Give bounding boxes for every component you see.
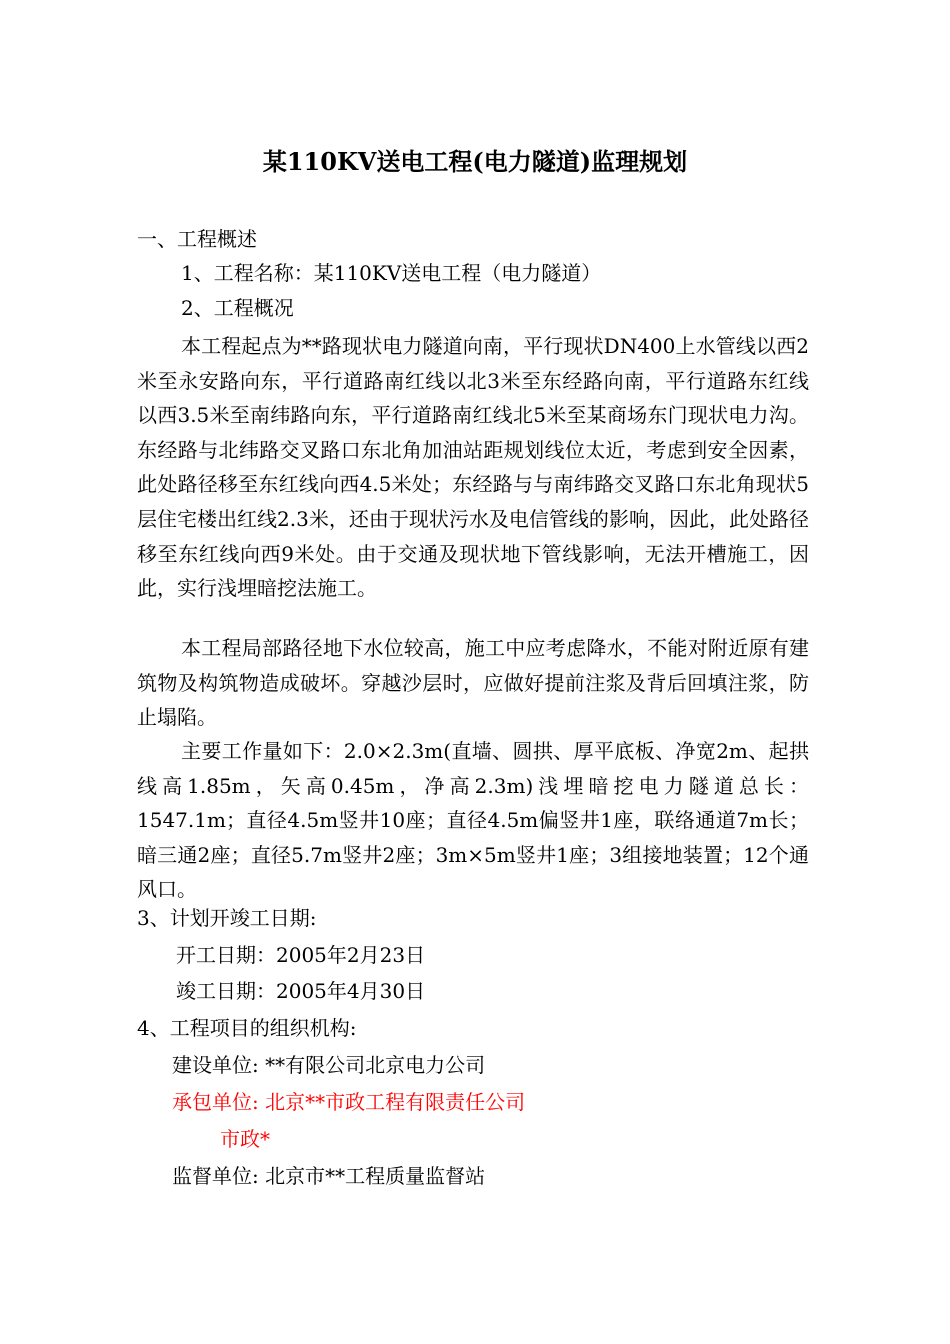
section-heading-overview: 一、工程概述 — [137, 227, 257, 251]
start-date: 开工日期：2005年2月23日 — [176, 943, 426, 967]
org-contractor-short: 市政* — [220, 1127, 270, 1151]
item-schedule: 3、计划开竣工日期: — [137, 906, 317, 930]
paragraph-groundwater: 本工程局部路径地下水位较高，施工中应考虑降水，不能对附近原有建筑物及构筑物造成破坏。穿越沙层时，应做好提前注浆及背后回填注浆，防止塌陷。 — [137, 636, 809, 730]
document-title: 某110KV送电工程(电力隧道)监理规划 — [262, 147, 688, 176]
paragraph-route-description: 本工程起点为**路现状电力隧道向南，平行现状DN400上水管线以西2米至永安路向东，平行道路南红线以北3米至东经路向南，平行道路东红线以西3.5米至南纬路向东，平行道路南红线北5米至某商场东门现状电力沟。东经路与北纬路交叉路口东北角加油站距规划线位太近，考虑到安全因素，此处路径移至东红线向西4.5米处；东经路与与南纬路交叉路口东北角现状5层住宅楼出红线2.3米，还由于现状污水及电信管线的影响，因此，此处路径移至东红线向西9米处。由于交通及现状地下管线影响，无法开槽施工，因此，实行浅埋暗挖法施工。 — [137, 334, 809, 601]
item-project-overview: 2、工程概况 — [181, 296, 294, 320]
org-supervisor: 监督单位: 北京市**工程质量监督站 — [172, 1164, 486, 1188]
org-builder: 建设单位: **有限公司北京电力公司 — [172, 1053, 486, 1077]
paragraph-workload: 主要工作量如下：2.0×2.3m(直墙、圆拱、厚平底板、净宽2m、起拱线高1.85m，矢高0.45m，净高2.3m)浅埋暗挖电力隧道总长：1547.1m；直径4.5m竖井10座；直径4.5m偏竖井1座，联络通道7m长；暗三通2座；直径5.7m竖井2座；3m×5m竖井1座；3组接地装置；12个通风口。 — [137, 739, 809, 902]
item-organization: 4、工程项目的组织机构: — [137, 1016, 357, 1040]
org-contractor: 承包单位: 北京**市政工程有限责任公司 — [172, 1090, 526, 1114]
end-date: 竣工日期：2005年4月30日 — [176, 979, 426, 1003]
item-project-name: 1、工程名称：某110KV送电工程（电力隧道） — [181, 261, 602, 285]
